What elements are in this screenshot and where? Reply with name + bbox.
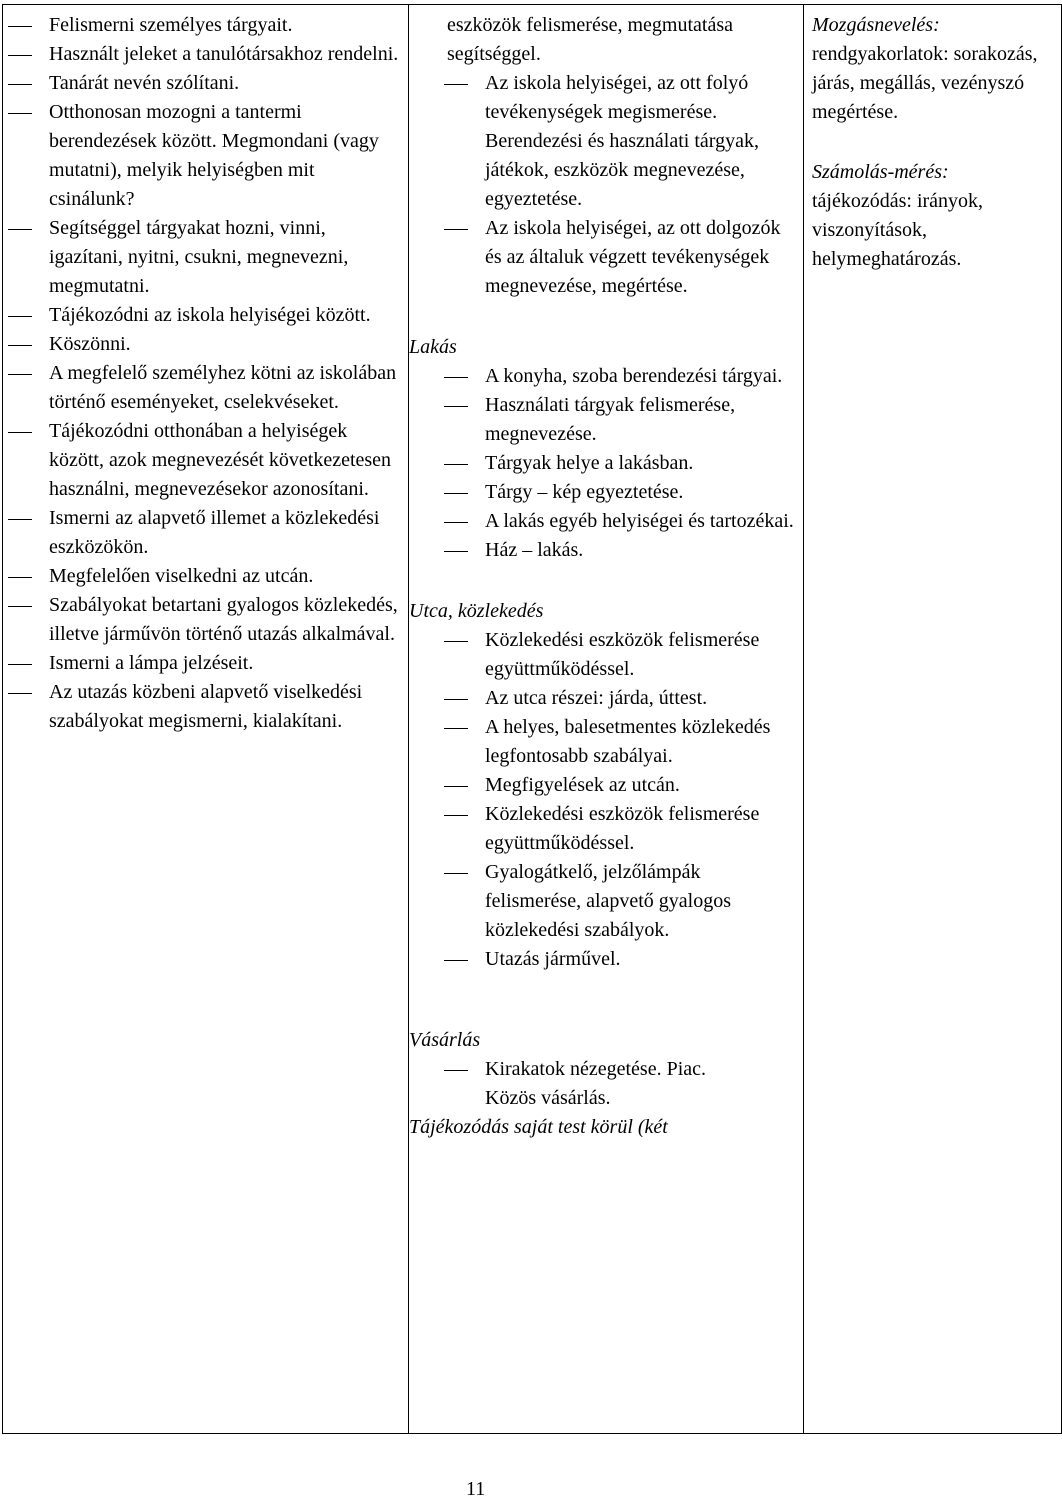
list-item: Tájékozódni otthonában a helyiségek között, azok megnevezését következetesen használni, megnevezésekor azonosítani. (49, 417, 404, 504)
list-item: A helyes, balesetmentes közlekedés legfontosabb szabályai. (485, 713, 799, 771)
list-item: Ház – lakás. (485, 536, 799, 565)
list-item: Használati tárgyak felismerése, megnevezése. (485, 391, 799, 449)
list-item: Otthonosan mozogni a tantermi berendezések között. Megmondani (vagy mutatni), melyik helyiségben mit csinálunk? (49, 98, 404, 214)
topics-column (409, 5, 804, 1434)
list-item: A lakás egyéb helyiségei és tartozékai. (485, 507, 799, 536)
home-topics-list (485, 362, 799, 565)
math-text: tájékozódás: irányok, viszonyítások, helymeghatározás. (812, 190, 984, 270)
page-number: 11 (466, 1478, 486, 1500)
list-item: A konyha, szoba berendezési tárgyai. (485, 362, 799, 391)
requirements-list (49, 11, 404, 736)
table-row (3, 5, 1062, 1434)
list-item: Tárgyak helye a lakásban. (485, 449, 799, 478)
list-item: Használt jeleket a tanulótársakhoz rendelni. (49, 40, 404, 69)
list-item: Tanárát nevén szólítani. (49, 69, 404, 98)
list-item: Segítséggel tárgyakat hozni, vinni, igazítani, nyitni, csukni, megnevezni, megmutatni. (49, 214, 404, 301)
home-section-title: Lakás (409, 336, 457, 358)
street-section-title: Utca, közlekedés (409, 600, 544, 622)
list-item: Megfigyelések az utcán. (485, 771, 799, 800)
list-item: Utazás járművel. (485, 945, 799, 974)
list-item: Közlekedési eszközök felismerése együttműködéssel. (485, 800, 799, 858)
list-item: Kirakatok nézegetése. Piac. (485, 1055, 799, 1084)
list-item: Az utazás közbeni alapvető viselkedési szabályokat megismerni, kialakítani. (49, 678, 404, 736)
list-item: Gyalogátkelő, jelzőlámpák felismerése, alapvető gyalogos közlekedési szabályok. (485, 858, 799, 945)
list-item: Ismerni a lámpa jelzéseit. (49, 649, 404, 678)
math-title: Számolás-mérés: (812, 161, 949, 183)
list-item: Az utca részei: járda, úttest. (485, 684, 799, 713)
list-item: Közlekedési eszközök felismerése együttműködéssel. (485, 626, 799, 684)
pe-title: Mozgásnevelés: (812, 14, 940, 36)
connections-column (804, 5, 1062, 1434)
pe-text: rendgyakorlatok: sorakozás, járás, megállás, vezényszó megértése. (812, 43, 1038, 123)
list-item: Az iskola helyiségei, az ott folyó tevékenységek megismerése. Berendezési és használati tárgyak, játékok, eszközök megnevezése, egyeztetése. (485, 69, 799, 214)
list-item: Szabályokat betartani gyalogos közlekedés, illetve járművön történő utazás alkalmával. (49, 591, 404, 649)
list-item: Felismerni személyes tárgyait. (49, 11, 404, 40)
shopping-continuation-text: Közös vásárlás. (485, 1087, 611, 1109)
street-topics-list (485, 626, 799, 974)
list-item: Az iskola helyiségei, az ott dolgozók és az általuk végzett tevékenységek megnevezése, megértése. (485, 214, 799, 301)
school-topics-list (485, 69, 799, 301)
requirements-column (3, 5, 409, 1434)
shopping-section-title: Vásárlás (409, 1029, 481, 1051)
list-item: Megfelelően viselkedni az utcán. (49, 562, 404, 591)
orientation-section-title: Tájékozódás saját test körül (két (409, 1116, 668, 1138)
list-item: Ismerni az alapvető illemet a közlekedési eszközökön. (49, 504, 404, 562)
list-item: A megfelelő személyhez kötni az iskolában történő eseményeket, cselekvéseket. (49, 359, 404, 417)
list-item: Köszönni. (49, 330, 404, 359)
topics-lead-text: eszközök felismerése, megmutatása segítséggel. (447, 14, 733, 65)
curriculum-table (2, 4, 1062, 1434)
shopping-topics-list (485, 1055, 799, 1084)
list-item: Tárgy – kép egyeztetése. (485, 478, 799, 507)
list-item: Tájékozódni az iskola helyiségei között. (49, 301, 404, 330)
